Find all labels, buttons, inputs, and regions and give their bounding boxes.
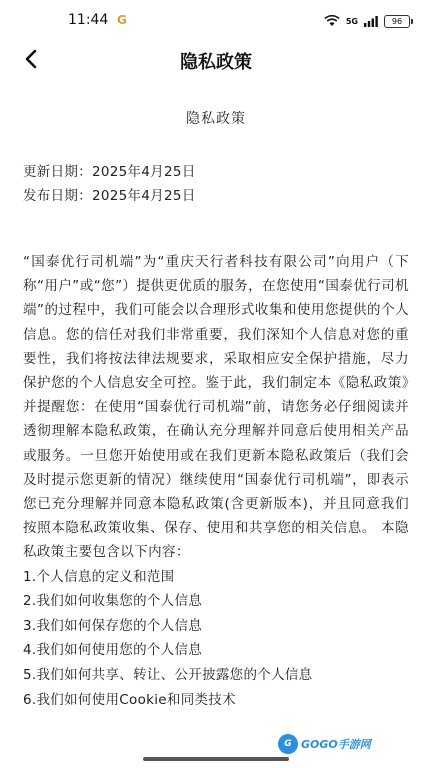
status-time: 11:44 — [68, 12, 109, 28]
toc-item: 5.我们如何共享、转让、公开披露您的个人信息 — [23, 667, 313, 684]
status-icons — [324, 12, 410, 31]
navigation-bar — [0, 42, 432, 80]
home-indicator[interactable] — [143, 757, 289, 761]
toc-item: 4.我们如何使用您的个人信息 — [23, 642, 203, 659]
toc-item: 6.我们如何使用Cookie和同类技术 — [23, 691, 236, 708]
wifi-icon — [324, 12, 340, 31]
watermark-text: GOGO手游网 — [301, 738, 371, 751]
toc-item: 1.个人信息的定义和范围 — [23, 568, 175, 585]
toc-item: 3.我们如何保存您的个人信息 — [23, 617, 203, 634]
watermark-logo-icon: G — [278, 734, 298, 754]
page-title: 隐私政策 — [180, 52, 252, 73]
published-date: 发布日期：2025年4月25日 — [23, 188, 196, 204]
network-type-label: 5G — [345, 16, 358, 26]
intro-paragraph: “国泰优行司机端”为“重庆天行者科技有限公司”向用户（下称“用户”或“您”）提供更优质的服务，在您使用“国泰优行司机端”的过程中，我们可能会以合理形式收集和使用您提供的个人信息。您的信任对我们非常重要，我们深知个人信息对您的重要性，我们将按法律法规要求，采取相应安全保护措施，尽力保护您的个人信息安全可控。鉴于此，我们制定本《隐私政策》并提醒您：在使用“国泰优行司机端”前，请您务必仔细阅读并透彻理解本隐私政策，在确认充分理解并同意后使用相关产品或服务。一旦您开始使用或在我们更新本隐私政策后（我们会及时提示您更新的情况）继续使用“国泰优行司机端”，即表示您已充分理解并同意本隐私政策(含更新版本)，并且同意我们按照本隐私政策收集、保存、使用和共享您的相关信息。 本隐私政策主要包含以下内容： — [23, 254, 409, 561]
table-of-contents — [23, 565, 409, 713]
toc-item: 2.我们如何收集您的个人信息 — [23, 593, 203, 610]
document-title: 隐私政策 — [186, 111, 246, 127]
signal-icon — [364, 12, 378, 31]
app-notification-icon: G — [117, 13, 127, 27]
policy-content — [23, 100, 409, 712]
watermark — [278, 734, 371, 754]
status-bar — [0, 0, 432, 42]
updated-date: 更新日期：2025年4月25日 — [23, 164, 196, 180]
date-block — [23, 160, 409, 208]
battery-icon: 96 — [384, 15, 410, 28]
